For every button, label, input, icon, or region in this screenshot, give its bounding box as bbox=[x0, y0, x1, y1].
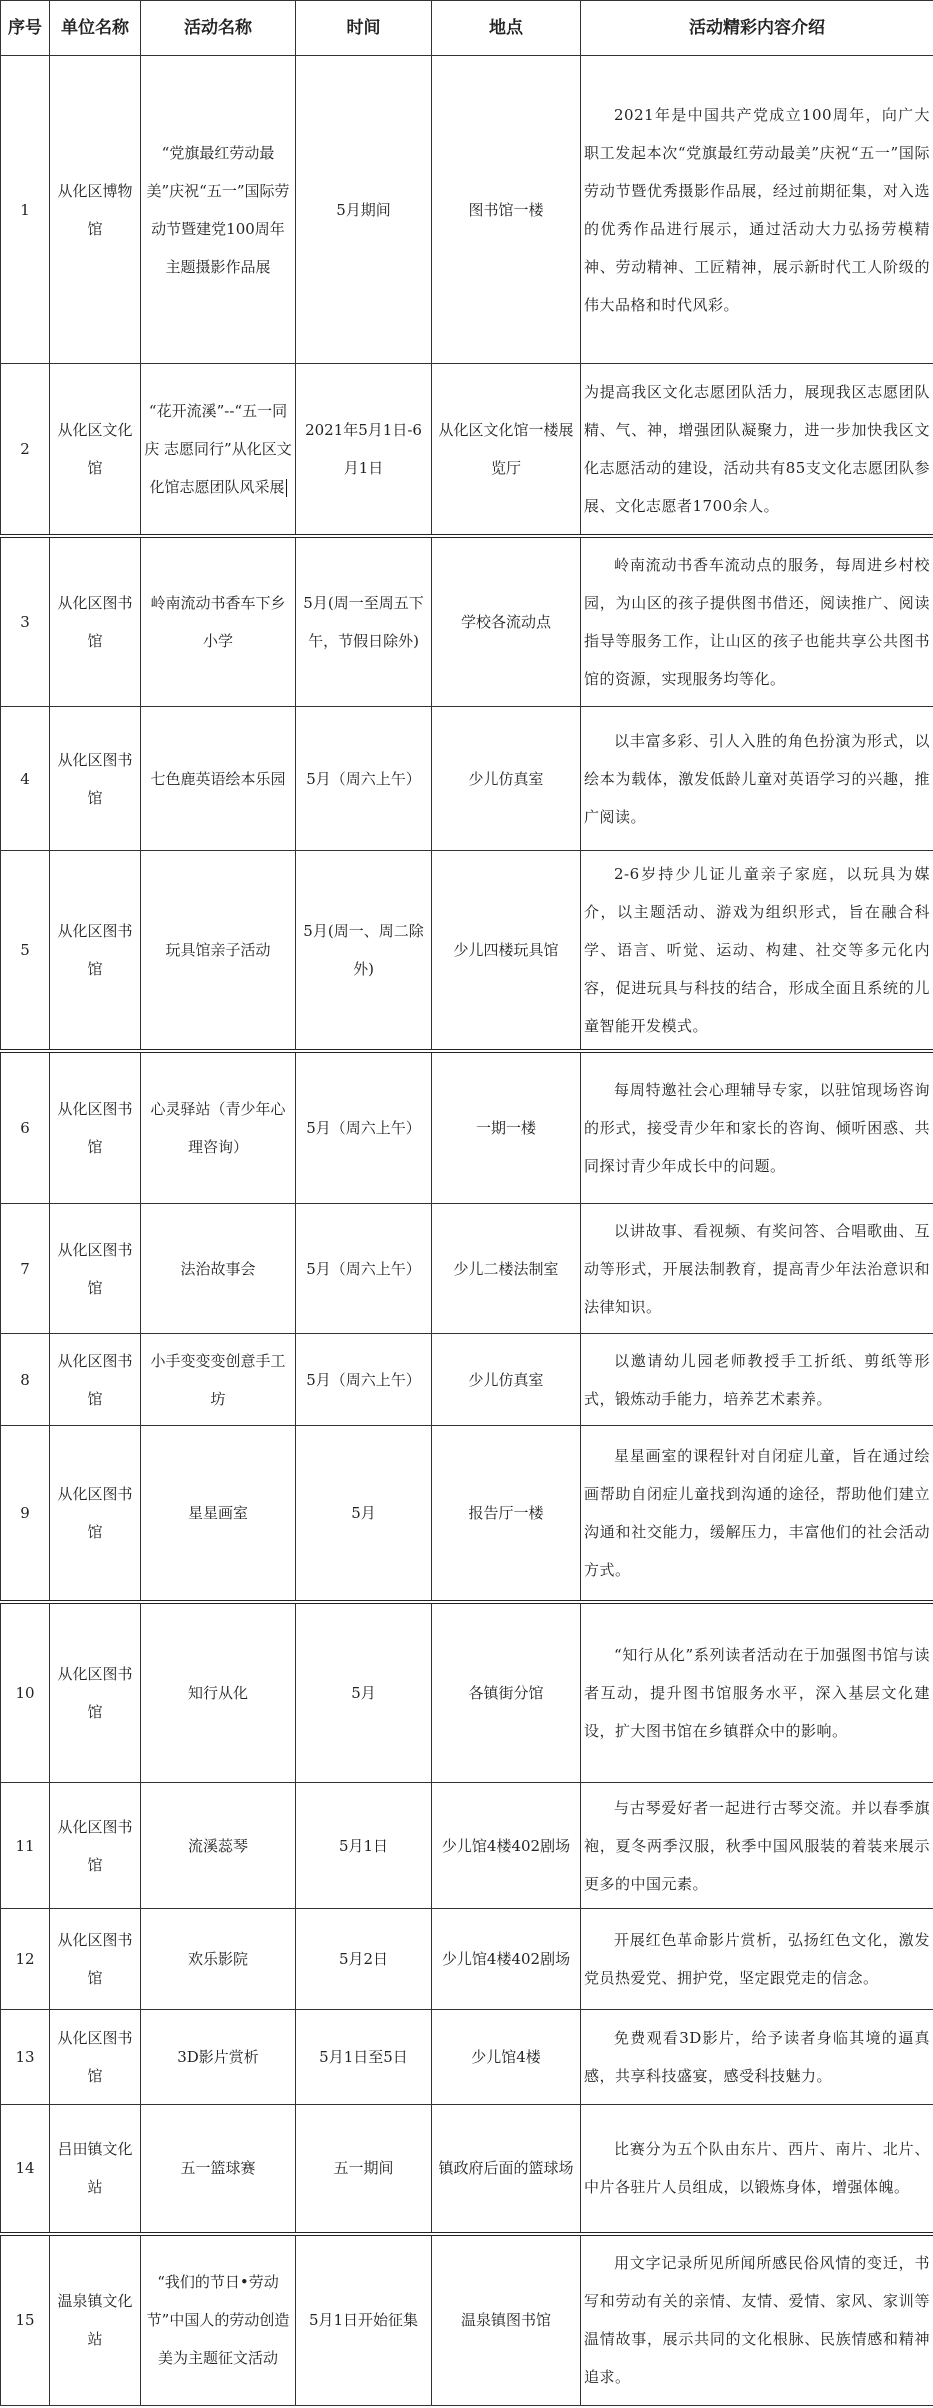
activity-description: 比赛分为五个队由东片、西片、南片、北片、中片各驻片人员组成，以锻炼身体，增强体魄。 bbox=[581, 2105, 933, 2234]
activity-name: 七色鹿英语绘本乐园 bbox=[141, 707, 296, 851]
unit-name: 从化区图书馆 bbox=[50, 1051, 141, 1204]
table-row bbox=[1, 2010, 933, 2105]
activity-place: 镇政府后面的篮球场 bbox=[432, 2105, 581, 2234]
activity-time: 5月 bbox=[296, 1602, 432, 1783]
unit-name: 从化区图书馆 bbox=[50, 1909, 141, 2010]
activity-place: 学校各流动点 bbox=[432, 536, 581, 707]
table-row bbox=[1, 1783, 933, 1909]
activity-place: 少儿二楼法制室 bbox=[432, 1204, 581, 1334]
unit-name: 温泉镇文化站 bbox=[50, 2234, 141, 2406]
activity-time: 5月1日开始征集 bbox=[296, 2234, 432, 2406]
row-number: 14 bbox=[1, 2105, 50, 2234]
unit-name: 从化区图书馆 bbox=[50, 2010, 141, 2105]
activity-place: 各镇街分馆 bbox=[432, 1602, 581, 1783]
row-number: 4 bbox=[1, 707, 50, 851]
activity-name: 知行从化 bbox=[141, 1602, 296, 1783]
table-row bbox=[1, 1426, 933, 1602]
activity-description: 2021年是中国共产党成立100周年，向广大职工发起本次“党旗最红劳动最美”庆祝“五一”国际劳动节暨优秀摄影作品展，经过前期征集，对入选的优秀作品进行展示，通过活动大力弘扬劳模精神、劳动精神、工匠精神，展示新时代工人阶级的伟大品格和时代风彩。 bbox=[581, 56, 933, 364]
activity-time: 5月1日至5日 bbox=[296, 2010, 432, 2105]
activity-place: 从化区文化馆一楼展览厅 bbox=[432, 364, 581, 536]
activity-description: 以讲故事、看视频、有奖问答、合唱歌曲、互动等形式，开展法制教育，提高青少年法治意识和法律知识。 bbox=[581, 1204, 933, 1334]
table-row bbox=[1, 851, 933, 1051]
activity-place: 少儿仿真室 bbox=[432, 1334, 581, 1426]
activity-name: 流溪蕊琴 bbox=[141, 1783, 296, 1909]
activity-place: 温泉镇图书馆 bbox=[432, 2234, 581, 2406]
header-activity-name: 活动名称 bbox=[141, 1, 296, 56]
activity-name: 心灵驿站（青少年心理咨询） bbox=[141, 1051, 296, 1204]
header-no: 序号 bbox=[1, 1, 50, 56]
activity-time: 2021年5月1日-6月1日 bbox=[296, 364, 432, 536]
activity-description: “知行从化”系列读者活动在于加强图书馆与读者互动，提升图书馆服务水平，深入基层文化建设，扩大图书馆在乡镇群众中的影响。 bbox=[581, 1602, 933, 1783]
activity-time: 5月（周六上午） bbox=[296, 707, 432, 851]
activity-name: 3D影片赏析 bbox=[141, 2010, 296, 2105]
unit-name: 从化区图书馆 bbox=[50, 1783, 141, 1909]
unit-name: 吕田镇文化站 bbox=[50, 2105, 141, 2234]
row-number: 13 bbox=[1, 2010, 50, 2105]
unit-name: 从化区图书馆 bbox=[50, 1334, 141, 1426]
table-row bbox=[1, 1051, 933, 1204]
activity-time: 五一期间 bbox=[296, 2105, 432, 2234]
table-row bbox=[1, 707, 933, 851]
header-description: 活动精彩内容介绍 bbox=[581, 1, 933, 56]
unit-name: 从化区博物馆 bbox=[50, 56, 141, 364]
table-row bbox=[1, 56, 933, 364]
unit-name: 从化区文化馆 bbox=[50, 364, 141, 536]
table-row bbox=[1, 1204, 933, 1334]
activity-description: 免费观看3D影片，给予读者身临其境的逼真感，共享科技盛宴，感受科技魅力。 bbox=[581, 2010, 933, 2105]
activity-time: 5月(周一至周五下午，节假日除外) bbox=[296, 536, 432, 707]
unit-name: 从化区图书馆 bbox=[50, 707, 141, 851]
header-place: 地点 bbox=[432, 1, 581, 56]
activity-name: “花开流溪”--“五一同庆 志愿同行”从化区文化馆志愿团队风采展 bbox=[141, 364, 296, 536]
row-number: 8 bbox=[1, 1334, 50, 1426]
text-cursor bbox=[286, 479, 287, 497]
activity-description: 以邀请幼儿园老师教授手工折纸、剪纸等形式，锻炼动手能力，培养艺术素养。 bbox=[581, 1334, 933, 1426]
activity-description: 岭南流动书香车流动点的服务，每周进乡村校园，为山区的孩子提供图书借还，阅读推广、阅读指导等服务工作，让山区的孩子也能共享公共图书馆的资源，实现服务均等化。 bbox=[581, 536, 933, 707]
row-number: 11 bbox=[1, 1783, 50, 1909]
activity-place: 少儿仿真室 bbox=[432, 707, 581, 851]
activity-place: 一期一楼 bbox=[432, 1051, 581, 1204]
unit-name: 从化区图书馆 bbox=[50, 536, 141, 707]
activity-time: 5月（周六上午） bbox=[296, 1204, 432, 1334]
activity-place: 少儿馆4楼 bbox=[432, 2010, 581, 2105]
activity-name: 法治故事会 bbox=[141, 1204, 296, 1334]
activity-description: 开展红色革命影片赏析，弘扬红色文化，激发党员热爱党、拥护党，坚定跟党走的信念。 bbox=[581, 1909, 933, 2010]
table-row bbox=[1, 2234, 933, 2406]
activity-time: 5月2日 bbox=[296, 1909, 432, 2010]
activity-time: 5月1日 bbox=[296, 1783, 432, 1909]
row-number: 3 bbox=[1, 536, 50, 707]
activity-name: “我们的节日•劳动节”中国人的劳动创造美为主题征文活动 bbox=[141, 2234, 296, 2406]
activity-time: 5月期间 bbox=[296, 56, 432, 364]
table-row bbox=[1, 1334, 933, 1426]
row-number: 7 bbox=[1, 1204, 50, 1334]
activity-time: 5月（周六上午） bbox=[296, 1334, 432, 1426]
activity-description: 2-6岁持少儿证儿童亲子家庭，以玩具为媒介，以主题活动、游戏为组织形式，旨在融合科学、语言、听觉、运动、构建、社交等多元化内容，促进玩具与科技的结合，形成全面且系统的儿童智能开发模式。 bbox=[581, 851, 933, 1051]
activity-description: 星星画室的课程针对自闭症儿童，旨在通过绘画帮助自闭症儿童找到沟通的途径，帮助他们建立沟通和社交能力，缓解压力，丰富他们的社会活动方式。 bbox=[581, 1426, 933, 1602]
row-number: 6 bbox=[1, 1051, 50, 1204]
table-row bbox=[1, 1602, 933, 1783]
activity-time: 5月 bbox=[296, 1426, 432, 1602]
row-number: 2 bbox=[1, 364, 50, 536]
unit-name: 从化区图书馆 bbox=[50, 1204, 141, 1334]
activity-name: 小手变变变创意手工坊 bbox=[141, 1334, 296, 1426]
activity-description: 用文字记录所见所闻所感民俗风情的变迁，书写和劳动有关的亲情、友情、爱情、家风、家训等温情故事，展示共同的文化根脉、民族情感和精神追求。 bbox=[581, 2234, 933, 2406]
table-row bbox=[1, 364, 933, 536]
activity-description: 为提高我区文化志愿团队活力，展现我区志愿团队精、气、神，增强团队凝聚力，进一步加快我区文化志愿活动的建设，活动共有85支文化志愿团队参展、文化志愿者1700余人。 bbox=[581, 364, 933, 536]
activity-description: 与古琴爱好者一起进行古琴交流。并以春季旗袍，夏冬两季汉服，秋季中国风服装的着装来展示更多的中国元素。 bbox=[581, 1783, 933, 1909]
table-row bbox=[1, 1909, 933, 2010]
activity-name: 欢乐影院 bbox=[141, 1909, 296, 2010]
row-number: 15 bbox=[1, 2234, 50, 2406]
table-row bbox=[1, 536, 933, 707]
row-number: 1 bbox=[1, 56, 50, 364]
row-number: 9 bbox=[1, 1426, 50, 1602]
row-number: 12 bbox=[1, 1909, 50, 2010]
table-header-row bbox=[1, 1, 933, 56]
activity-place: 少儿馆4楼402剧场 bbox=[432, 1909, 581, 2010]
activity-name: 星星画室 bbox=[141, 1426, 296, 1602]
activity-place: 报告厅一楼 bbox=[432, 1426, 581, 1602]
activity-name: 玩具馆亲子活动 bbox=[141, 851, 296, 1051]
unit-name: 从化区图书馆 bbox=[50, 1602, 141, 1783]
activity-name: 五一篮球赛 bbox=[141, 2105, 296, 2234]
activity-name: 岭南流动书香车下乡小学 bbox=[141, 536, 296, 707]
unit-name: 从化区图书馆 bbox=[50, 851, 141, 1051]
header-time: 时间 bbox=[296, 1, 432, 56]
activity-name: “党旗最红劳动最美”庆祝“五一”国际劳动节暨建党100周年主题摄影作品展 bbox=[141, 56, 296, 364]
table-row bbox=[1, 2105, 933, 2234]
activity-description: 每周特邀社会心理辅导专家，以驻馆现场咨询的形式，接受青少年和家长的咨询、倾听困惑、共同探讨青少年成长中的问题。 bbox=[581, 1051, 933, 1204]
activity-description: 以丰富多彩、引人入胜的角色扮演为形式，以绘本为载体，激发低龄儿童对英语学习的兴趣，推广阅读。 bbox=[581, 707, 933, 851]
activity-place: 图书馆一楼 bbox=[432, 56, 581, 364]
unit-name: 从化区图书馆 bbox=[50, 1426, 141, 1602]
activity-place: 少儿四楼玩具馆 bbox=[432, 851, 581, 1051]
row-number: 5 bbox=[1, 851, 50, 1051]
header-unit: 单位名称 bbox=[50, 1, 141, 56]
row-number: 10 bbox=[1, 1602, 50, 1783]
activity-time: 5月(周一、周二除外) bbox=[296, 851, 432, 1051]
activity-time: 5月（周六上午） bbox=[296, 1051, 432, 1204]
activity-place: 少儿馆4楼402剧场 bbox=[432, 1783, 581, 1909]
